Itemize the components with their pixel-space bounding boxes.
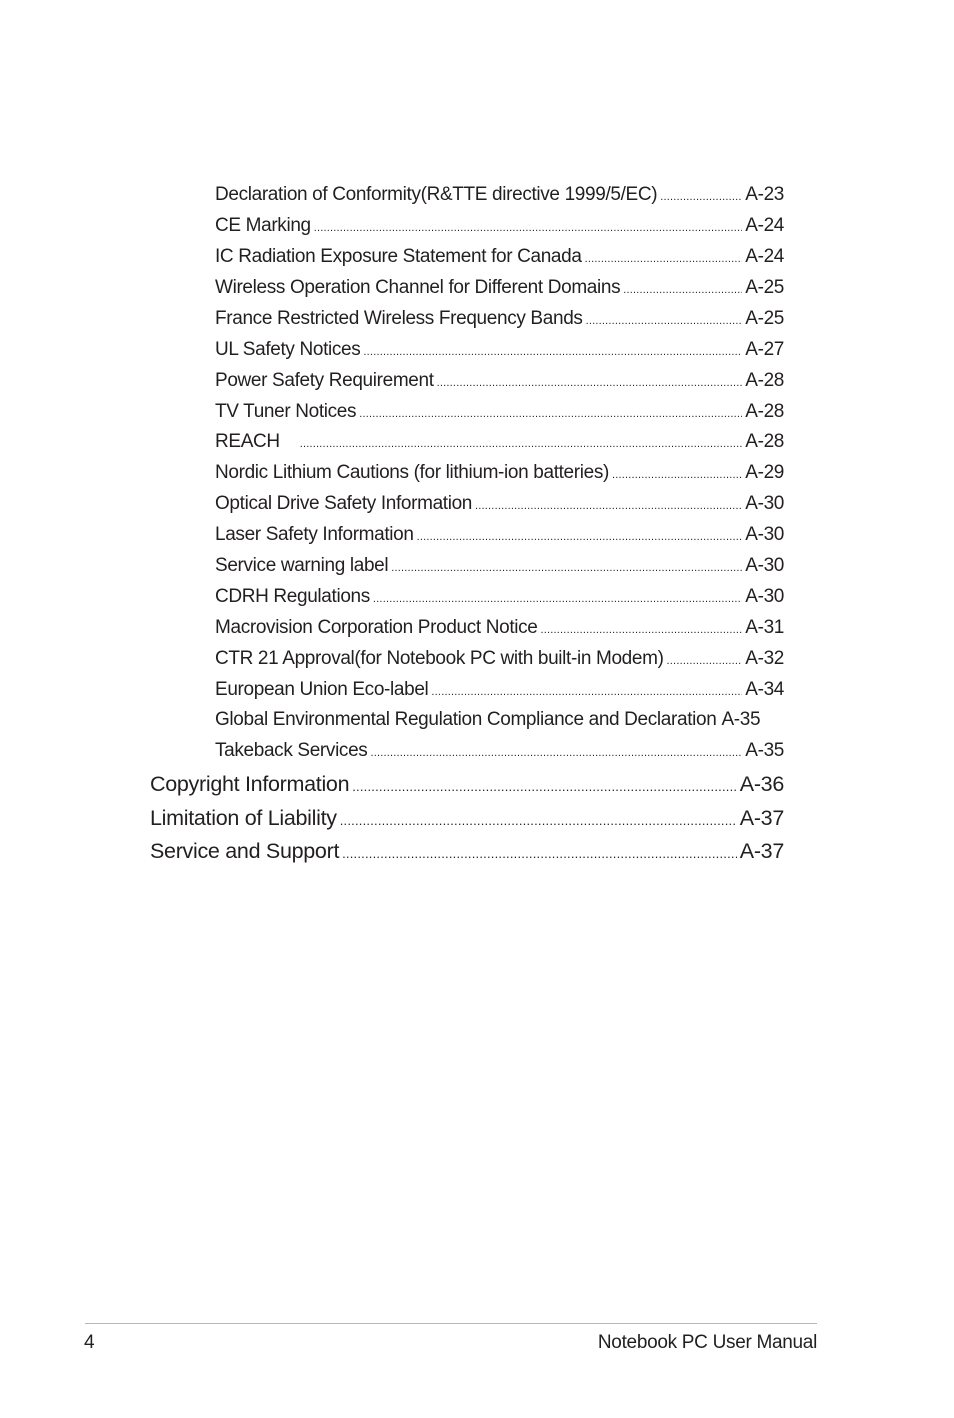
toc-entry-title: Power Safety Requirement: [215, 370, 434, 391]
dot-leader: [352, 772, 737, 799]
toc-entry[interactable]: [215, 368, 784, 394]
dot-leader: [623, 277, 742, 301]
toc-entry-page: A-25: [745, 277, 784, 298]
dot-leader: [586, 308, 743, 332]
toc-entry-title: Declaration of Conformity(R&TTE directive 1999/5/EC): [215, 184, 658, 205]
toc-entry[interactable]: [215, 337, 784, 363]
toc-entry-title: Optical Drive Safety Information: [215, 493, 473, 514]
dot-leader: [340, 806, 737, 833]
toc-entry-title: REACH: [215, 431, 280, 452]
toc-entry-title: Service and Support: [150, 839, 340, 863]
toc-entry-page: A-25: [745, 308, 784, 329]
toc-entry-title: CTR 21 Approval(for Notebook PC with built-in Modem): [215, 648, 664, 669]
toc-entry-page: A-34: [745, 679, 784, 700]
dot-leader: [667, 648, 743, 672]
toc-entry-page: A-27: [745, 339, 784, 360]
toc-entry-title: Service warning label: [215, 555, 389, 576]
footer-divider: [85, 1323, 817, 1324]
toc-section-entry[interactable]: [150, 769, 784, 799]
toc-entry-page: A-23: [745, 184, 784, 205]
dot-leader: [585, 246, 743, 270]
toc-entry-title: CDRH Regulations: [215, 586, 370, 607]
toc-entry-page: A-24: [745, 246, 784, 267]
toc-entry[interactable]: [215, 306, 784, 332]
toc-entry-title: Wireless Operation Channel for Different Domains: [215, 277, 621, 298]
toc-entry-page: A-35: [721, 709, 761, 730]
toc-section-entry[interactable]: [150, 803, 784, 833]
toc-entry-page: A-30: [745, 586, 784, 607]
toc-entry-title: France Restricted Wireless Frequency Bands: [215, 308, 583, 329]
toc-entry[interactable]: [215, 460, 784, 486]
dot-leader: [660, 184, 742, 208]
toc-entry[interactable]: [215, 399, 784, 425]
dot-leader: [370, 740, 742, 764]
toc-entry-page: A-36: [739, 772, 784, 796]
toc-entry-title: Macrovision Corporation Product Notice: [215, 617, 538, 638]
dot-leader: [391, 555, 742, 579]
toc-entry-title: Nordic Lithium Cautions (for lithium-ion batteries): [215, 462, 609, 483]
toc-entry[interactable]: [215, 707, 784, 733]
toc-entry-title: European Union Eco-label: [215, 679, 429, 700]
toc-entry-title: CE Marking: [215, 215, 311, 236]
toc-entry-page: A-28: [745, 370, 784, 391]
toc-entry[interactable]: [215, 213, 784, 239]
dot-leader: [363, 339, 742, 363]
toc-entry-page: A-28: [745, 431, 784, 452]
dot-leader: [300, 431, 743, 455]
toc-entry-page: A-29: [745, 462, 784, 483]
toc-entry-page: A-30: [745, 493, 784, 514]
dot-leader: [475, 493, 742, 517]
toc-entry-title: UL Safety Notices: [215, 339, 361, 360]
dot-leader: [437, 370, 743, 394]
toc-entry-page: A-30: [745, 555, 784, 576]
dot-leader: [431, 679, 742, 703]
dot-leader: [417, 524, 743, 548]
toc-entry-title: Laser Safety Information: [215, 524, 414, 545]
toc-entry[interactable]: [215, 646, 784, 672]
toc-entry-page: A-24: [745, 215, 784, 236]
toc-entry-title: Copyright Information: [150, 772, 350, 796]
toc-entry[interactable]: [215, 553, 784, 579]
toc-entry-page: A-35: [745, 740, 784, 761]
toc-entry[interactable]: [215, 182, 784, 208]
toc-entry[interactable]: [215, 491, 784, 517]
toc-entry-title: Global Environmental Regulation Compliance and Declaration: [215, 709, 717, 730]
toc-entry-page: A-37: [739, 806, 784, 830]
dot-leader: [541, 617, 743, 641]
toc-entry[interactable]: [215, 677, 784, 703]
manual-title: Notebook PC User Manual: [597, 1332, 817, 1353]
dot-leader: [359, 401, 742, 425]
toc-entry-page: A-30: [745, 524, 784, 545]
toc-entry-page: A-37: [739, 839, 784, 863]
page-number: 4: [84, 1332, 95, 1353]
dot-leader: [342, 839, 737, 866]
toc-entry-title: IC Radiation Exposure Statement for Canada: [215, 246, 582, 267]
dot-leader: [612, 462, 742, 486]
toc-entry-page: A-28: [745, 401, 784, 422]
dot-leader: [314, 215, 743, 239]
toc-entry[interactable]: [215, 615, 784, 641]
toc-entry[interactable]: [215, 275, 784, 301]
toc-entry-page: A-32: [745, 648, 784, 669]
toc-entry[interactable]: [215, 584, 784, 610]
toc-entry[interactable]: [215, 244, 784, 270]
dot-leader: [373, 586, 742, 610]
toc-entry[interactable]: [215, 738, 784, 764]
toc-entry[interactable]: [215, 429, 784, 455]
toc-entry-title: TV Tuner Notices: [215, 401, 357, 422]
toc-section-entry[interactable]: [150, 836, 784, 866]
toc-entry-page: A-31: [745, 617, 784, 638]
toc-entry-title: Limitation of Liability: [150, 806, 337, 830]
toc-entry-title: Takeback Services: [215, 740, 368, 761]
toc-entry[interactable]: [215, 522, 784, 548]
